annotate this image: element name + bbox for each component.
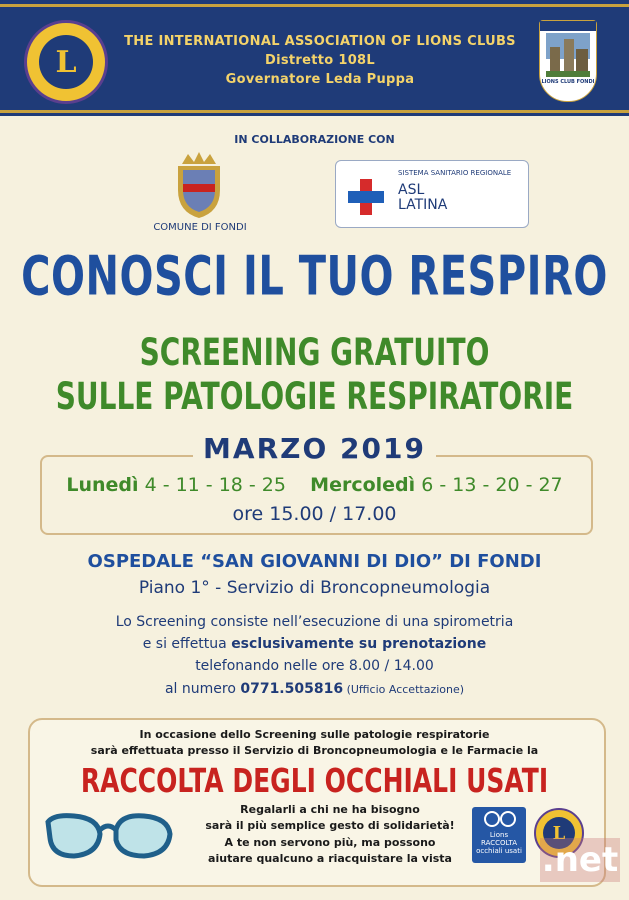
raccolta-occhiali-logo	[472, 807, 526, 863]
schedule-days	[0, 474, 629, 496]
lions-logo-bottom-letter: L	[543, 817, 575, 849]
asl-line-1: ASL	[398, 182, 425, 198]
header-line-1: THE INTERNATIONAL ASSOCIATION OF LIONS CLUBS	[124, 34, 516, 49]
wednesday-label: Mercoledì	[310, 474, 416, 496]
collection-intro-1: In occasione dello Screening sulle patologie respiratorie	[139, 728, 490, 741]
raccolta-logo-line-3: occhiali usati	[476, 847, 522, 855]
phone-prefix: al numero	[164, 681, 241, 697]
crest-icon	[168, 150, 230, 220]
description-line-4	[0, 681, 629, 697]
description-line-2	[0, 636, 629, 652]
description-line-1: Lo Screening consiste nell’esecuzione di una spirometria	[115, 614, 514, 630]
asl-line-2: LATINA	[398, 197, 448, 213]
asl-cross-bar	[348, 191, 384, 203]
gift-line-4: aiutare qualcuno a riacquistare la vista	[208, 852, 452, 865]
phone-office: (Ufficio Accettazione)	[343, 683, 465, 696]
castle-icon	[540, 21, 596, 79]
raccolta-logo-line-1: Lions	[489, 831, 509, 839]
lions-logo-letter: L	[39, 35, 94, 90]
gift-line-1: Regalarli a chi ne ha bisogno	[240, 803, 420, 816]
watermark: .net	[541, 840, 619, 880]
shield-caption: LIONS CLUB FONDI	[541, 79, 595, 85]
collection-intro-2: sarà effettuata presso il Servizio di Broncopneumologia e le Farmacie la	[90, 744, 539, 757]
schedule-hours: ore 15.00 / 17.00	[232, 503, 397, 525]
gold-rule	[0, 110, 629, 113]
header-banner	[0, 0, 629, 116]
wednesday-days: 6 - 13 - 20 - 27	[421, 474, 563, 496]
gold-rule	[0, 4, 629, 7]
comune-label: COMUNE DI FONDI	[153, 222, 247, 233]
monday-label: Lunedì	[66, 474, 139, 496]
month-heading	[0, 432, 629, 465]
raccolta-logo-line-2: RACCOLTA	[481, 839, 517, 847]
description-line-2-text: e si effettua	[142, 636, 232, 652]
monday-days: 4 - 11 - 18 - 25	[144, 474, 286, 496]
description-line-3: telefonando nelle ore 8.00 / 14.00	[195, 658, 434, 674]
lions-logo-left	[24, 20, 108, 104]
glasses-icon	[44, 808, 176, 864]
collection-headline: RACCOLTA DEGLI OCCHIALI USATI	[80, 762, 549, 800]
phone-number: 0771.505816	[240, 681, 344, 697]
asl-subtitle: SISTEMA SANITARIO REGIONALE	[398, 169, 512, 177]
main-title: CONOSCI IL TUO RESPIRO	[21, 246, 608, 309]
asl-name	[398, 183, 447, 213]
gift-line-2: sarà il più semplice gesto di solidarietà!	[205, 819, 455, 832]
hospital-floor: Piano 1° - Servizio di Broncopneumologia	[138, 578, 491, 598]
hospital-name: OSPEDALE “SAN GIOVANNI DI DIO” DI FONDI	[87, 551, 542, 572]
header-line-3: Governatore Leda Puppa	[225, 72, 415, 87]
raccolta-glasses-icon	[472, 807, 526, 829]
header-line-2: Distretto 108L	[265, 53, 375, 68]
comune-crest	[168, 150, 230, 220]
lions-club-fondi-shield	[539, 20, 597, 102]
description-line-2-bold: esclusivamente su prenotazione	[231, 636, 487, 652]
subtitle-line-1: SCREENING GRATUITO	[139, 330, 490, 375]
asl-latina-logo	[335, 160, 529, 228]
collaboration-label: IN COLLABORAZIONE CON	[234, 133, 395, 146]
subtitle-line-2: SULLE PATOLOGIE RESPIRATORIE	[55, 374, 574, 419]
gift-line-3: A te non servono più, ma possono	[224, 836, 436, 849]
month-text: MARZO 2019	[193, 432, 436, 465]
